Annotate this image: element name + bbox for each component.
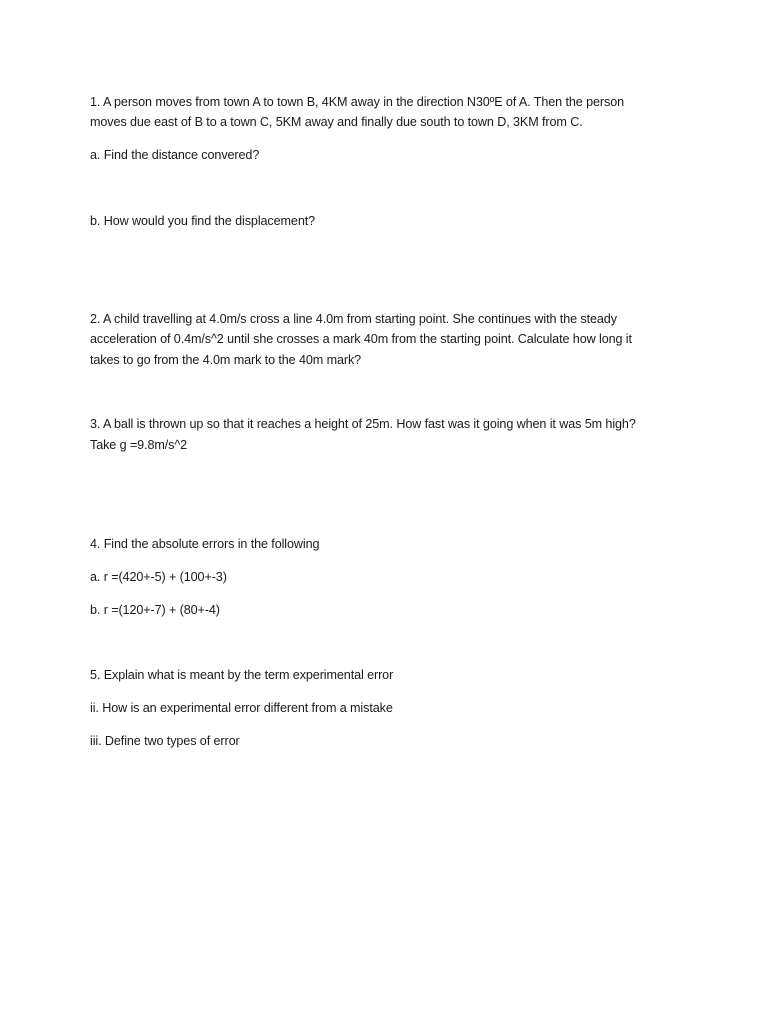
question-5-part-iii: iii. Define two types of error — [90, 734, 240, 748]
question-5-line-1: 5. Explain what is meant by the term experimental error — [90, 668, 394, 682]
question-3-line-1: 3. A ball is thrown up so that it reaches a height of 25m. How fast was it going when it was 5m high? — [90, 417, 636, 431]
question-2-line-1: 2. A child travelling at 4.0m/s cross a line 4.0m from starting point. She continues with the steady — [90, 312, 617, 326]
question-2-line-3: takes to go from the 4.0m mark to the 40m mark? — [90, 353, 362, 367]
question-1-line-1: 1. A person moves from town A to town B, 4KM away in the direction N30ºE of A. Then the person — [90, 95, 624, 109]
question-1-part-b: b. How would you find the displacement? — [90, 214, 316, 228]
question-3-line-2: Take g =9.8m/s^2 — [90, 438, 188, 452]
question-4-line-1: 4. Find the absolute errors in the following — [90, 537, 320, 551]
question-4-part-b: b. r =(120+-7) + (80+-4) — [90, 603, 220, 617]
question-1-line-2: moves due east of B to a town C, 5KM away and finally due south to town D, 3KM from C. — [90, 115, 583, 129]
question-4-part-a: a. r =(420+-5) + (100+-3) — [90, 570, 227, 584]
question-5-part-ii: ii. How is an experimental error different from a mistake — [90, 701, 393, 715]
question-2-line-2: acceleration of 0.4m/s^2 until she crosses a mark 40m from the starting point. Calculate how long it — [90, 332, 632, 346]
question-1-part-a: a. Find the distance convered? — [90, 148, 260, 162]
